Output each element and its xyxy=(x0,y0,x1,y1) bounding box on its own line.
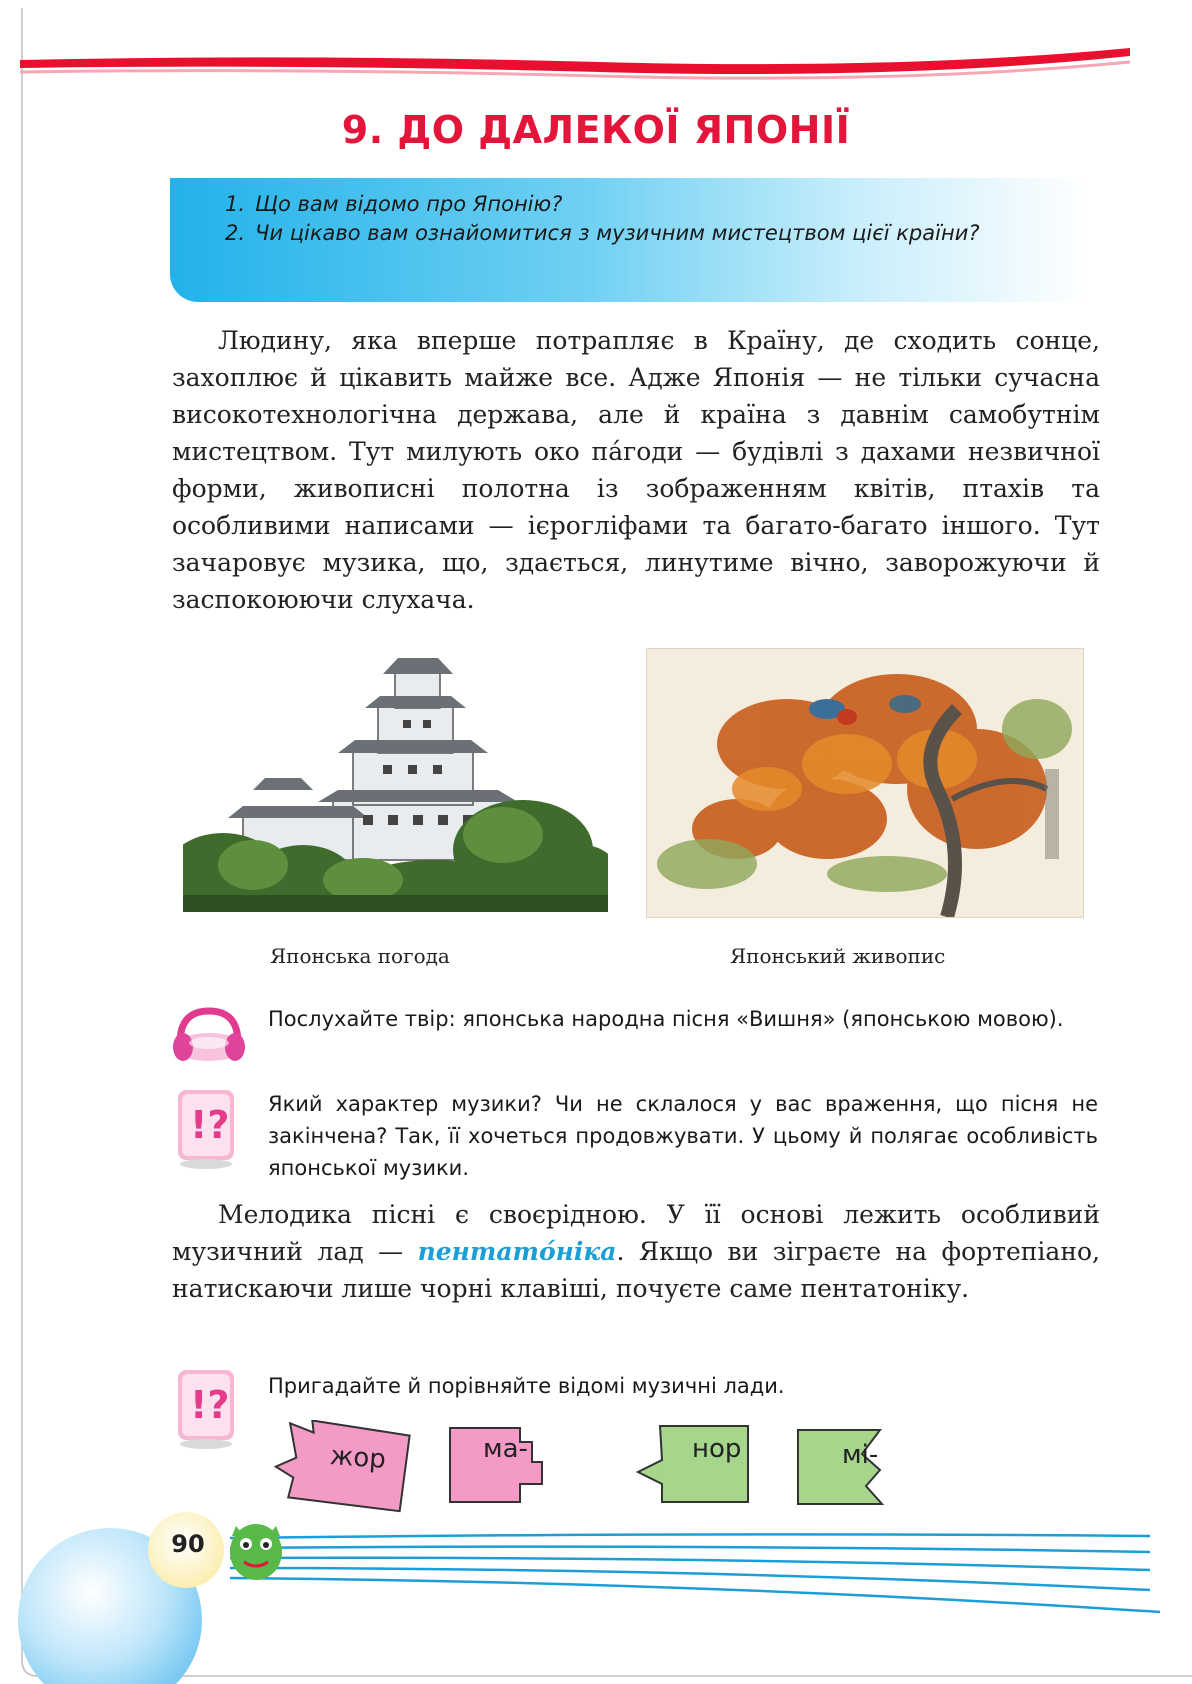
question-item xyxy=(225,190,1085,219)
pagoda-photo xyxy=(183,650,608,912)
question-text: Чи цікаво вам ознайомитися з музичним мистецтвом цієї країни? xyxy=(255,221,980,245)
page-number: 90 xyxy=(171,1530,205,1558)
tag-label-2: ма- xyxy=(483,1434,528,1464)
pentatonic-paragraph xyxy=(172,1196,1100,1307)
tag-label-4: мі- xyxy=(842,1440,879,1470)
questions-list xyxy=(225,190,1085,248)
intro-paragraph xyxy=(172,322,1100,618)
headphones-icon xyxy=(168,1003,250,1065)
question-mark-icon xyxy=(172,1366,240,1450)
question-number: 2. xyxy=(225,221,246,245)
pentatonic-term: пентато́ніка xyxy=(417,1237,617,1266)
pentatonic-text-after: . Якщо ви зіграєте на фортепіано, натискаючи лише чорні клавіші, почуєте саме пентатоніку. xyxy=(172,1237,1100,1303)
question-number: 1. xyxy=(225,192,246,216)
pentatonic-text xyxy=(172,1196,1100,1307)
pentatonic-text-before: Мелодика пісні є своєрідною. У її основі лежить особливий музичний лад — xyxy=(172,1200,1100,1266)
caption-painting: Японський живопис xyxy=(730,944,946,968)
intro-text: Людину, яка вперше потрапляє в Країну, де сходить сонце, захоплює й цікавить майже все. Адже Японія — не тільки сучасна високотехнологічна держава, але й країна з давнім самобутнім мистецтвом. Тут милують око па́годи — будівлі з дахами незвичної форми, живописні полотна із зображенням квітів, птахів та особливими написами — ієрогліфами та багато-багато іншого. Тут зачаровує музика, що, здається, линутиме вічно, заворожуючи й заспокоюючи слухача. xyxy=(172,326,1100,614)
caption-pagoda: Японська погода xyxy=(270,944,450,968)
header-swoosh xyxy=(0,40,1192,90)
question-item xyxy=(225,219,1085,248)
compare-task: Пригадайте й порівняйте відомі музичні лади. xyxy=(268,1374,785,1398)
japanese-painting xyxy=(646,648,1084,918)
tag-label-3: нор xyxy=(692,1434,742,1464)
question-text: Що вам відомо про Японію? xyxy=(255,192,563,216)
svg-text:!?: !? xyxy=(190,1103,230,1147)
question-mark-icon xyxy=(172,1086,240,1170)
tag-label-1: жор xyxy=(329,1441,387,1475)
discuss-task: Який характер музики? Чи не склалося у вас враження, що пісня не закінчена? Так, її хочеться продовжувати. У цьому й полягає особливість японської музики. xyxy=(268,1092,1098,1180)
page-title: 9. ДО ДАЛЕКОЇ ЯПОНІЇ xyxy=(341,108,851,152)
svg-text:!?: !? xyxy=(190,1383,230,1427)
listen-task: Послухайте твір: японська народна пісня «Вишня» (японською мовою). xyxy=(268,1007,1064,1031)
